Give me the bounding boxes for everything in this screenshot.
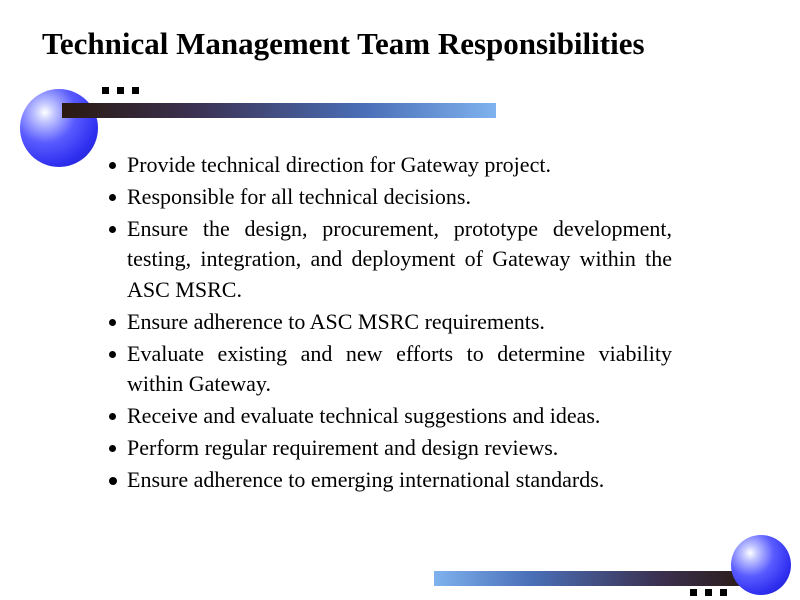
bullet-icon	[109, 194, 116, 201]
dot	[720, 589, 727, 596]
bullet-text: Ensure adherence to ASC MSRC requirements.	[127, 308, 545, 334]
decorative-dots-top	[102, 87, 139, 94]
dot	[102, 87, 109, 94]
bullet-text: Perform regular requirement and design reviews.	[127, 434, 559, 460]
bullet-icon	[109, 162, 116, 169]
dot	[690, 589, 697, 596]
bullet-item	[106, 433, 672, 464]
dot	[705, 589, 712, 596]
bullet-text: Receive and evaluate technical suggestions and ideas.	[127, 402, 601, 428]
bullet-text: Evaluate existing and new efforts to determine viability within Gateway.	[127, 340, 672, 397]
bullet-item	[106, 339, 672, 400]
bullet-icon	[109, 226, 116, 233]
bullet-item	[106, 465, 672, 496]
bullet-text: Ensure adherence to emerging international standards.	[127, 466, 605, 492]
bullet-text: Provide technical direction for Gateway project.	[127, 152, 551, 177]
decorative-bar-bottom	[434, 571, 756, 586]
dot	[117, 87, 124, 94]
bullet-icon	[109, 319, 116, 326]
bullet-item	[106, 182, 672, 213]
bullet-item	[106, 307, 672, 338]
bullet-item	[106, 150, 672, 181]
decorative-ball-top	[20, 89, 98, 167]
bullet-list	[106, 150, 672, 497]
bullet-item	[106, 214, 672, 306]
bullet-icon	[109, 413, 116, 420]
bullet-text: Ensure the design, procurement, prototype development, testing, integration, and deployment of Gateway within the ASC MSRC.	[127, 215, 672, 302]
dot	[132, 87, 139, 94]
bullet-icon	[109, 351, 116, 358]
bullet-item	[106, 401, 672, 432]
bullet-text: Responsible for all technical decisions.	[127, 183, 471, 209]
decorative-ball-bottom	[731, 535, 791, 595]
slide-title: Technical Management Team Responsibilities	[42, 26, 645, 61]
decorative-bar-top	[62, 103, 496, 118]
bullet-icon	[109, 477, 117, 485]
decorative-dots-bottom	[690, 589, 727, 596]
bullet-icon	[109, 445, 116, 452]
